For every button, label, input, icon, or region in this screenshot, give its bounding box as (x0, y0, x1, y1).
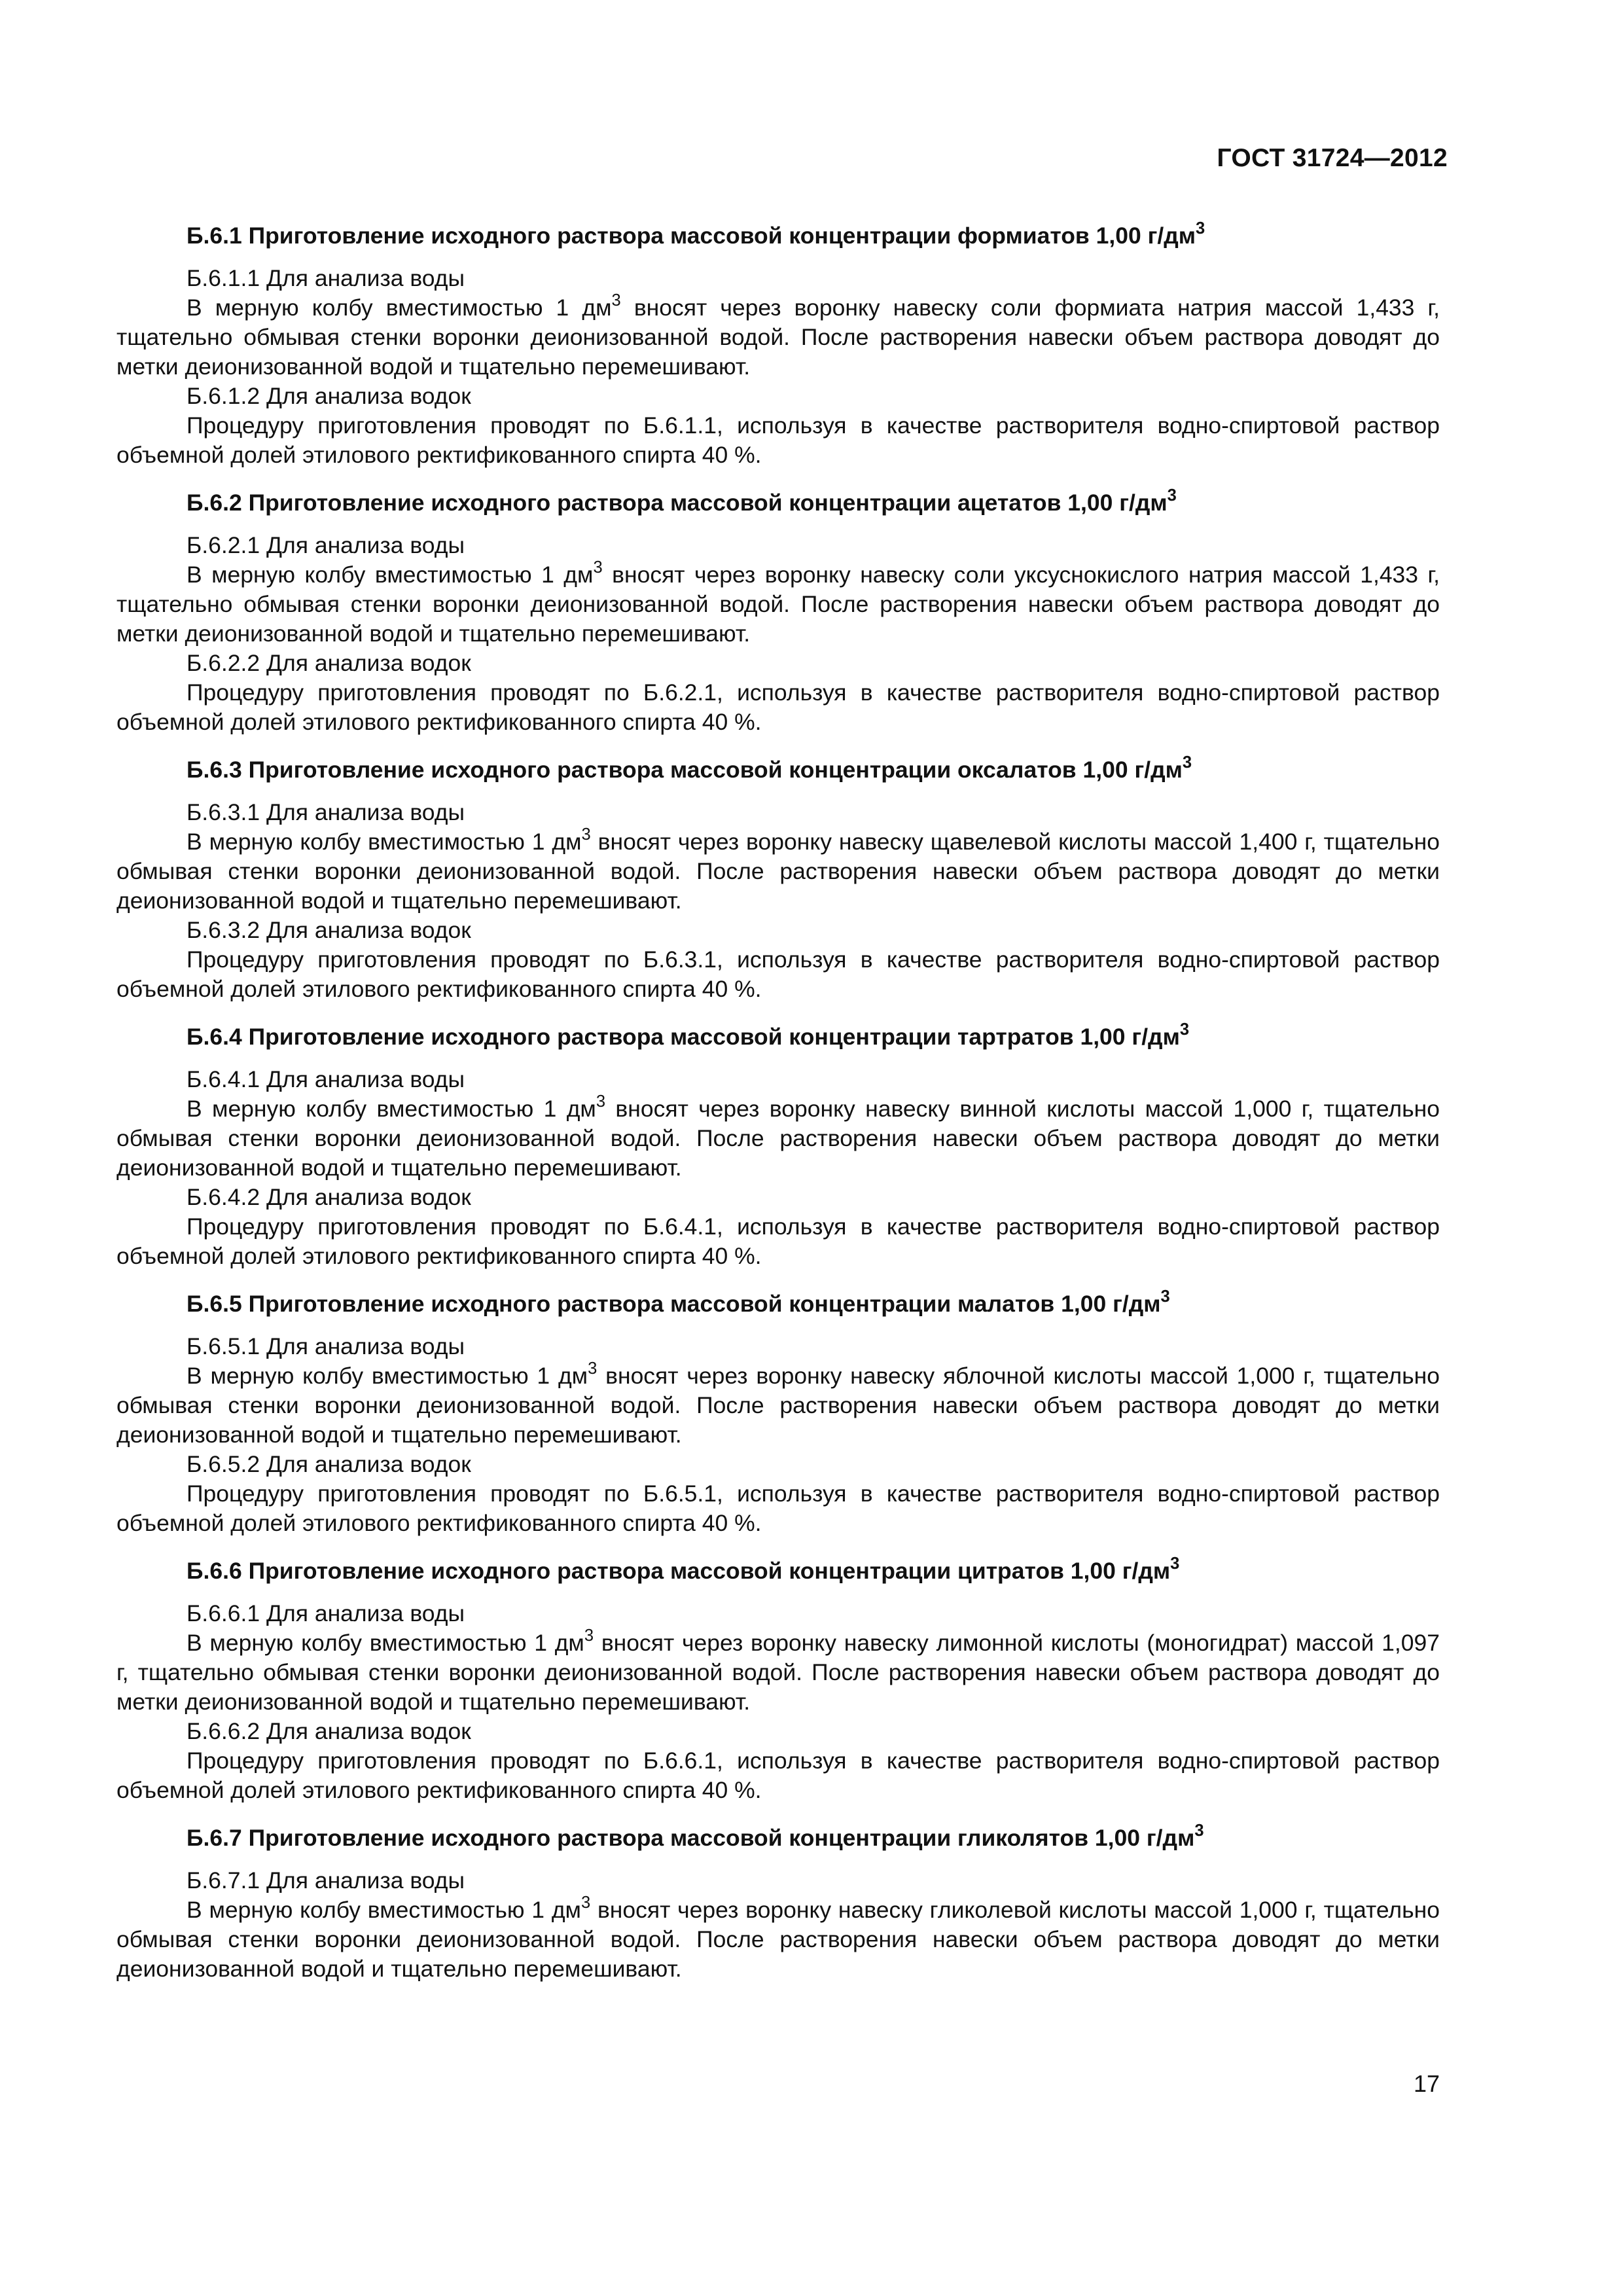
paragraph: Процедуру приготовления проводят по Б.6.6.1, используя в качестве растворителя водно-спиртовой раствор объемной долей этилового ректификованного спирта 40 %. (116, 1748, 1440, 1803)
subsection-title: Б.6.4.1 Для анализа воды (187, 1066, 465, 1092)
paragraph-text: В мерную колбу вместимостью 1 дм (187, 295, 612, 321)
section-b-6-7 (116, 1823, 1440, 1984)
paragraph (116, 1895, 1440, 1984)
subsection-title: Б.6.6.1 Для анализа воды (187, 1600, 465, 1626)
paragraph-text: В мерную колбу вместимостью 1 дм (187, 1096, 596, 1122)
section-heading (116, 1823, 1440, 1853)
paragraph-text: вносят через воронку навеску гликолевой кислоты массой 1,000 г, тщательно обмывая стенки воронки деионизованной водой. После растворения навески объем раствора доводят до метки деионизованной водой и тщательно перемешивают. (116, 1897, 1440, 1982)
heading-superscript: 3 (1167, 486, 1177, 505)
paragraph-text: В мерную колбу вместимостью 1 дм (187, 829, 582, 855)
subsection-title: Б.6.7.1 Для анализа воды (187, 1867, 465, 1893)
paragraph (116, 293, 1440, 382)
paragraph (116, 1361, 1440, 1450)
superscript: 3 (581, 825, 591, 844)
paragraph-text: В мерную колбу вместимостью 1 дм (187, 1630, 584, 1656)
paragraph-text: В мерную колбу вместимостью 1 дм (187, 562, 594, 588)
heading-text: Б.6.4 Приготовление исходного раствора массовой концентрации тартратов 1,00 г/дм (187, 1024, 1180, 1050)
paragraph-text: вносят через воронку навеску винной кислоты массой 1,000 г, тщательно обмывая стенки воронки деионизованной водой. После растворения навески объем раствора доводят до метки деионизованной водой и тщательно перемешивают. (116, 1096, 1440, 1181)
subsection-title: Б.6.6.2 Для анализа водок (187, 1718, 471, 1744)
superscript: 3 (611, 291, 621, 310)
section-heading (116, 488, 1440, 518)
page-number: 17 (1413, 2070, 1440, 2097)
heading-text: Б.6.6 Приготовление исходного раствора массовой концентрации цитратов 1,00 г/дм (187, 1558, 1171, 1584)
heading-text: Б.6.1 Приготовление исходного раствора массовой концентрации формиатов 1,00 г/дм (187, 223, 1196, 249)
heading-superscript: 3 (1170, 1554, 1180, 1573)
section-b-6-4 (116, 1022, 1440, 1271)
heading-superscript: 3 (1196, 219, 1205, 238)
subsection-title: Б.6.4.2 Для анализа водок (187, 1184, 471, 1210)
subsection-title: Б.6.5.2 Для анализа водок (187, 1451, 471, 1477)
paragraph-text: В мерную колбу вместимостью 1 дм (187, 1897, 581, 1923)
section-heading (116, 221, 1440, 251)
heading-text: Б.6.3 Приготовление исходного раствора массовой концентрации оксалатов 1,00 г/дм (187, 757, 1183, 783)
paragraph (116, 1628, 1440, 1717)
paragraph: Процедуру приготовления проводят по Б.6.3.1, используя в качестве растворителя водно-спиртовой раствор объемной долей этилового ректификованного спирта 40 %. (116, 946, 1440, 1002)
paragraph-text: В мерную колбу вместимостью 1 дм (187, 1363, 588, 1389)
heading-superscript: 3 (1182, 753, 1192, 772)
subsection-title: Б.6.5.1 Для анализа воды (187, 1333, 465, 1359)
section-b-6-2 (116, 488, 1440, 737)
section-heading (116, 1022, 1440, 1052)
paragraph-text: вносят через воронку навеску соли уксуснокислого натрия массой 1,433 г, тщательно обмывая стенки воронки деионизованной водой. После растворения навески объем раствора доводят до метки деионизованной водой и тщательно перемешивают. (116, 562, 1440, 647)
superscript: 3 (596, 1092, 606, 1111)
paragraph (116, 827, 1440, 916)
heading-superscript: 3 (1194, 1821, 1204, 1840)
heading-text: Б.6.5 Приготовление исходного раствора массовой концентрации малатов 1,00 г/дм (187, 1291, 1161, 1317)
heading-superscript: 3 (1160, 1287, 1170, 1306)
document-body (116, 221, 1440, 2002)
heading-text: Б.6.2 Приготовление исходного раствора массовой концентрации ацетатов 1,00 г/дм (187, 490, 1168, 516)
section-b-6-6 (116, 1556, 1440, 1805)
heading-text: Б.6.7 Приготовление исходного раствора массовой концентрации гликолятов 1,00 г/дм (187, 1825, 1195, 1851)
section-heading (116, 1289, 1440, 1319)
section-b-6-1 (116, 221, 1440, 470)
document-header: ГОСТ 31724—2012 (1217, 144, 1448, 172)
subsection-title: Б.6.3.2 Для анализа водок (187, 917, 471, 943)
paragraph (116, 1094, 1440, 1183)
subsection-title: Б.6.1.2 Для анализа водок (187, 383, 471, 409)
paragraph (116, 560, 1440, 649)
paragraph-text: вносят через воронку навеску лимонной кислоты (моногидрат) массой 1,097 г, тщательно обмывая стенки воронки деионизованной водой. После растворения навески объем раствора доводят до метки деионизованной водой и тщательно перемешивают. (116, 1630, 1440, 1715)
section-heading (116, 1556, 1440, 1586)
subsection-title: Б.6.3.1 Для анализа воды (187, 799, 465, 825)
paragraph: Процедуру приготовления проводят по Б.6.2.1, используя в качестве растворителя водно-спиртовой раствор объемной долей этилового ректификованного спирта 40 %. (116, 679, 1440, 735)
subsection-title: Б.6.1.1 Для анализа воды (187, 265, 465, 291)
paragraph: Процедуру приготовления проводят по Б.6.4.1, используя в качестве растворителя водно-спиртовой раствор объемной долей этилового ректификованного спирта 40 %. (116, 1213, 1440, 1269)
subsection-title: Б.6.2.1 Для анализа воды (187, 532, 465, 558)
paragraph: Процедуру приготовления проводят по Б.6.5.1, используя в качестве растворителя водно-спиртовой раствор объемной долей этилового ректификованного спирта 40 %. (116, 1480, 1440, 1536)
superscript: 3 (580, 1893, 591, 1912)
paragraph-text: вносят через воронку навеску щавелевой кислоты массой 1,400 г, тщательно обмывая стенки воронки деионизованной водой. После растворения навески объем раствора доводят до метки деионизованной водой и тщательно перемешивают. (116, 829, 1440, 914)
superscript: 3 (593, 558, 603, 577)
section-b-6-5 (116, 1289, 1440, 1538)
section-heading (116, 755, 1440, 785)
heading-superscript: 3 (1179, 1020, 1190, 1039)
section-b-6-3 (116, 755, 1440, 1004)
paragraph-text: вносят через воронку навеску яблочной кислоты массой 1,000 г, тщательно обмывая стенки воронки деионизованной водой. После растворения навески объем раствора доводят до метки деионизованной водой и тщательно перемешивают. (116, 1363, 1440, 1448)
subsection-title: Б.6.2.2 Для анализа водок (187, 650, 471, 676)
paragraph: Процедуру приготовления проводят по Б.6.1.1, используя в качестве растворителя водно-спиртовой раствор объемной долей этилового ректификованного спирта 40 %. (116, 412, 1440, 468)
superscript: 3 (588, 1359, 597, 1378)
superscript: 3 (584, 1626, 594, 1645)
paragraph-text: вносят через воронку навеску соли формиата натрия массой 1,433 г, тщательно обмывая стенки воронки деионизованной водой. После растворения навески объем раствора доводят до метки деионизованной водой и тщательно перемешивают. (116, 295, 1440, 380)
